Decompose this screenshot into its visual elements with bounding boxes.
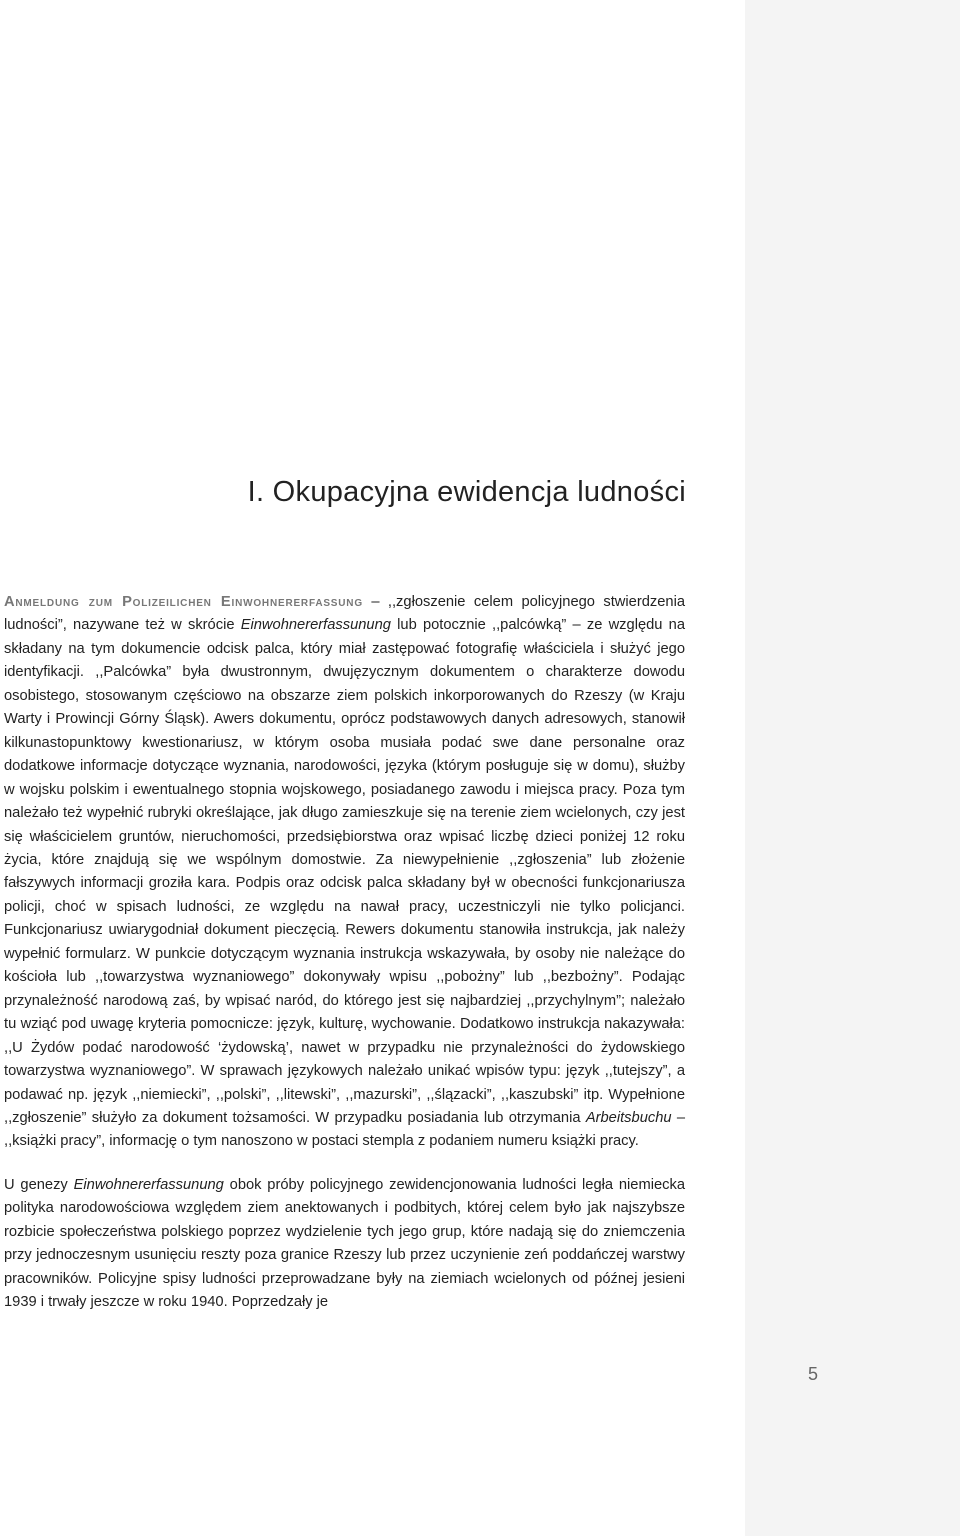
- paragraph-1: [4, 591, 685, 1154]
- italic-term: Einwohnererfassunung: [73, 1176, 224, 1193]
- chapter-title: I. Okupacyjna ewidencja ludności: [247, 476, 686, 508]
- paragraph-2-text-a: U genezy: [4, 1176, 74, 1193]
- page-number: 5: [807, 1364, 818, 1384]
- paragraph-2-text-b: obok próby policyjnego zewidencjonowania ludności legła niemiecka polityka narodowościowa względem ziem anektowanych i podbitych, której celem było jak najszybsze rozbicie społeczeństwa polskiego poprzez wydzielenie tych jego grup, które nadają się do zniemczenia przy jednoczesnym usunięciu reszty poza granice Rzeszy lub przez uczynienie zeń poddańczej warstwy pracowników. Policyjne spisy ludności przeprowadzane były na ziemiach wcielonych od późnej jesieni 1939 i trwały jeszcze w roku 1940. Poprzedzały je: [4, 1176, 685, 1311]
- lead-term: Anmeldung zum Polizeilichen Einwohnererfassung: [4, 594, 363, 610]
- paragraph-1-text-a: – ,,zgłoszenie celem policyjnego stwierdzenia ludności”, nazywane też w skrócie: [4, 594, 686, 634]
- body-text: [4, 591, 685, 1315]
- italic-term: Arbeitsbuchu: [585, 1109, 672, 1126]
- italic-term: Einwohnererfassunung: [240, 617, 391, 634]
- paragraph-1-text-b: lub potocznie ,,palcówką” – ze względu na składany na tym dokumencie odcisk palca, który miał zastępować fotografię właściciela i służyć jego identyfikacji. ,,Palcówka” była dwustronnym, dwujęzycznym dokumentem o charakterze dowodu osobistego, stosowanym częściowo na obszarze ziem polskich inkorporowanych do Rzeszy (w Kraju Warty i Prowincji Górny Śląsk). Awers dokumentu, oprócz podstawowych danych adresowych, stanowił kilkunastopunktowy kwestionariusz, w którym osoba musiała podać swe dane personalne oraz dodatkowe informacje dotyczące wyznania, narodowości, języka (którym posługuje się w domu), służby w wojsku polskim i ewentualnego stopnia wojskowego, posiadanego zawodu i miejsca pracy. Poza tym należało też wypełnić rubryki określające, jak długo zamieszkuje się na terenie ziem wcielonych, czy jest się właścicielem gruntów, nieruchomości, przedsiębiorstwa oraz wpisać liczbę dzieci poniżej 12 roku życia, które znajdują się we wspólnym domostwie. Za niewypełnienie ,,zgłoszenia” lub złożenie fałszywych informacji groziła kara. Podpis oraz odcisk palca składany był w obecności funkcjonariusza policji, choć w spisach ludności, ze względu na nawał pracy, uczestniczyli nie tylko policjanci. Funkcjonariusz uwiarygodniał dokument pieczęcią. Rewers dokumentu stanowiła instrukcja, jak należy wypełnić formularz. W punkcie dotyczącym wyznania instrukcja wskazywała, by osoby nie należące do kościoła lub ,,towarzystwa wyznaniowego” dokonywały wpisu ,,pobożny” lub ,,bezbożny”. Podając przynależność narodową zaś, by wpisać naród, do którego jest się najbardziej ,,przychylnym”; należało tu wziąć pod uwagę kryteria pomocnicze: język, kulturę, wychowanie. Dodatkowo instrukcja nakazywała: ,,U Żydów podać narodowość ‘żydowską’, nawet w przypadku nie przynależności do żydowskiego towarzystwa wyznaniowego”. W sprawach językowych należało unikać wpisów typu: język ,,tutejszy”, a podawać np. język ,,niemiecki”, ,,polski”, ,,litewski”, ,,mazurski”, ,,ślązacki”, ,,kaszubski” itp. Wypełnione ,,zgłoszenie” służyło za dokument tożsamości. W przypadku posiadania lub otrzymania: [4, 617, 685, 1126]
- paragraph-2: [4, 1174, 685, 1315]
- margin-strip: [745, 0, 960, 1536]
- paragraph-1-text-c: – ,,książki pracy”, informację o tym nanoszono w postaci stempla z podaniem numeru książki pracy.: [4, 1109, 685, 1150]
